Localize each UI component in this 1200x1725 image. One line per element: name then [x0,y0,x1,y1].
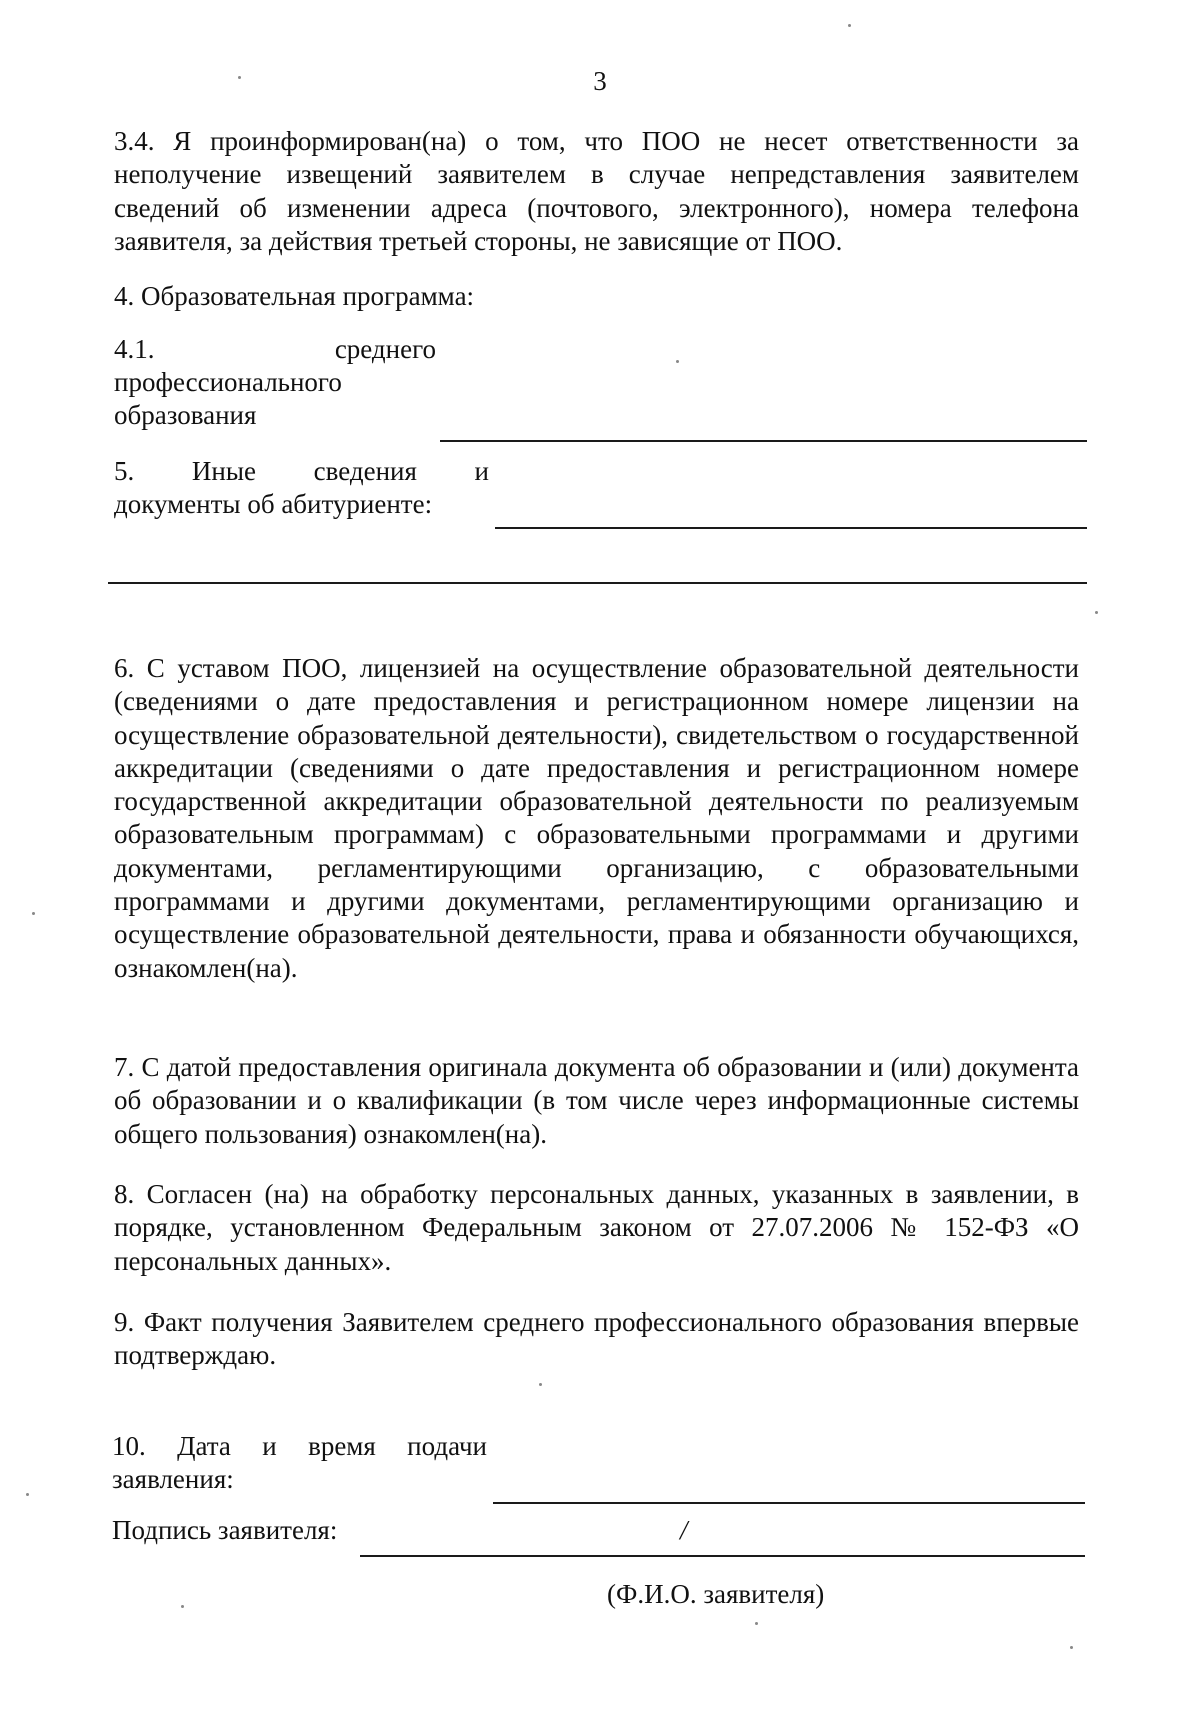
paragraph-3-4: 3.4. Я проинформирован(на) о том, что ПОО не несет ответственности за неполучение извещений заявителем в случае непредставления заявителем сведений об изменении адреса (почтового, электронного), номера телефона заявителя, за действия третьей стороны, не зависящие от ПОО. [114,126,1079,256]
paragraph-4-1-line1: 4.1. среднего [114,334,436,364]
page-number: 3 [593,66,607,96]
other-info-input-line-2[interactable] [108,582,1087,584]
scan-speck [181,1605,184,1608]
paragraph-5-line2: документы об абитуриенте: [114,489,433,519]
signature-slash: / [680,1515,688,1545]
paragraph-5-line1: 5. Иные сведения и [114,456,489,486]
scan-speck [238,76,241,79]
paragraph-7: 7. С датой предоставления оригинала документа об образовании и (или) документа об образовании и о квалификации (в том числе через информационные системы общего пользования) ознакомлен(на). [114,1052,1079,1149]
scan-speck [755,1622,758,1625]
scan-speck [848,24,851,27]
paragraph-8: 8. Согласен (на) на обработку персональных данных, указанных в заявлении, в порядке, установленном Федеральным законом от 27.07.2006 № 152-ФЗ «О персональных данных». [114,1179,1079,1276]
scan-speck [32,912,35,915]
signature-label: Подпись заявителя: [112,1515,338,1545]
paragraph-9: 9. Факт получения Заявителем среднего профессионального образования впервые подтверждаю. [114,1307,1079,1371]
scan-speck [1095,611,1098,614]
fio-caption: (Ф.И.О. заявителя) [607,1579,825,1609]
paragraph-4-1 [114,333,436,432]
scan-speck [539,1383,542,1386]
scan-speck [676,360,679,363]
scan-speck [26,1493,29,1496]
paragraph-6: 6. С уставом ПОО, лицензией на осуществление образовательной деятельности (сведениями о дате предоставления и регистрационном номере лицензии на осуществление образовательной деятельности), свидетельством о государственной аккредитации (сведениями о дате предоставления и регистрационном номере государственной аккредитации образовательной деятельности по реализуемым образовательным программам) с образовательными программами и другими документами, регламентирующими организацию, с образовательными программами и другими документами, регламентирующими организацию и осуществление образовательной деятельности, права и обязанности обучающихся, ознакомлен(на). [114,653,1079,983]
paragraph-4-1-line2: профессионального образования [114,367,342,430]
date-time-input-line[interactable] [493,1502,1085,1504]
program-input-line[interactable] [440,440,1087,442]
scan-speck [1070,1646,1073,1649]
other-info-input-line[interactable] [495,527,1087,529]
paragraph-10-line2: заявления: [112,1464,234,1494]
signature-input-line[interactable] [360,1555,1085,1557]
paragraph-10 [112,1430,487,1496]
paragraph-4-heading: 4. Образовательная программа: [114,281,475,311]
paragraph-5 [114,455,489,521]
paragraph-10-line1: 10. Дата и время подачи [112,1431,487,1461]
